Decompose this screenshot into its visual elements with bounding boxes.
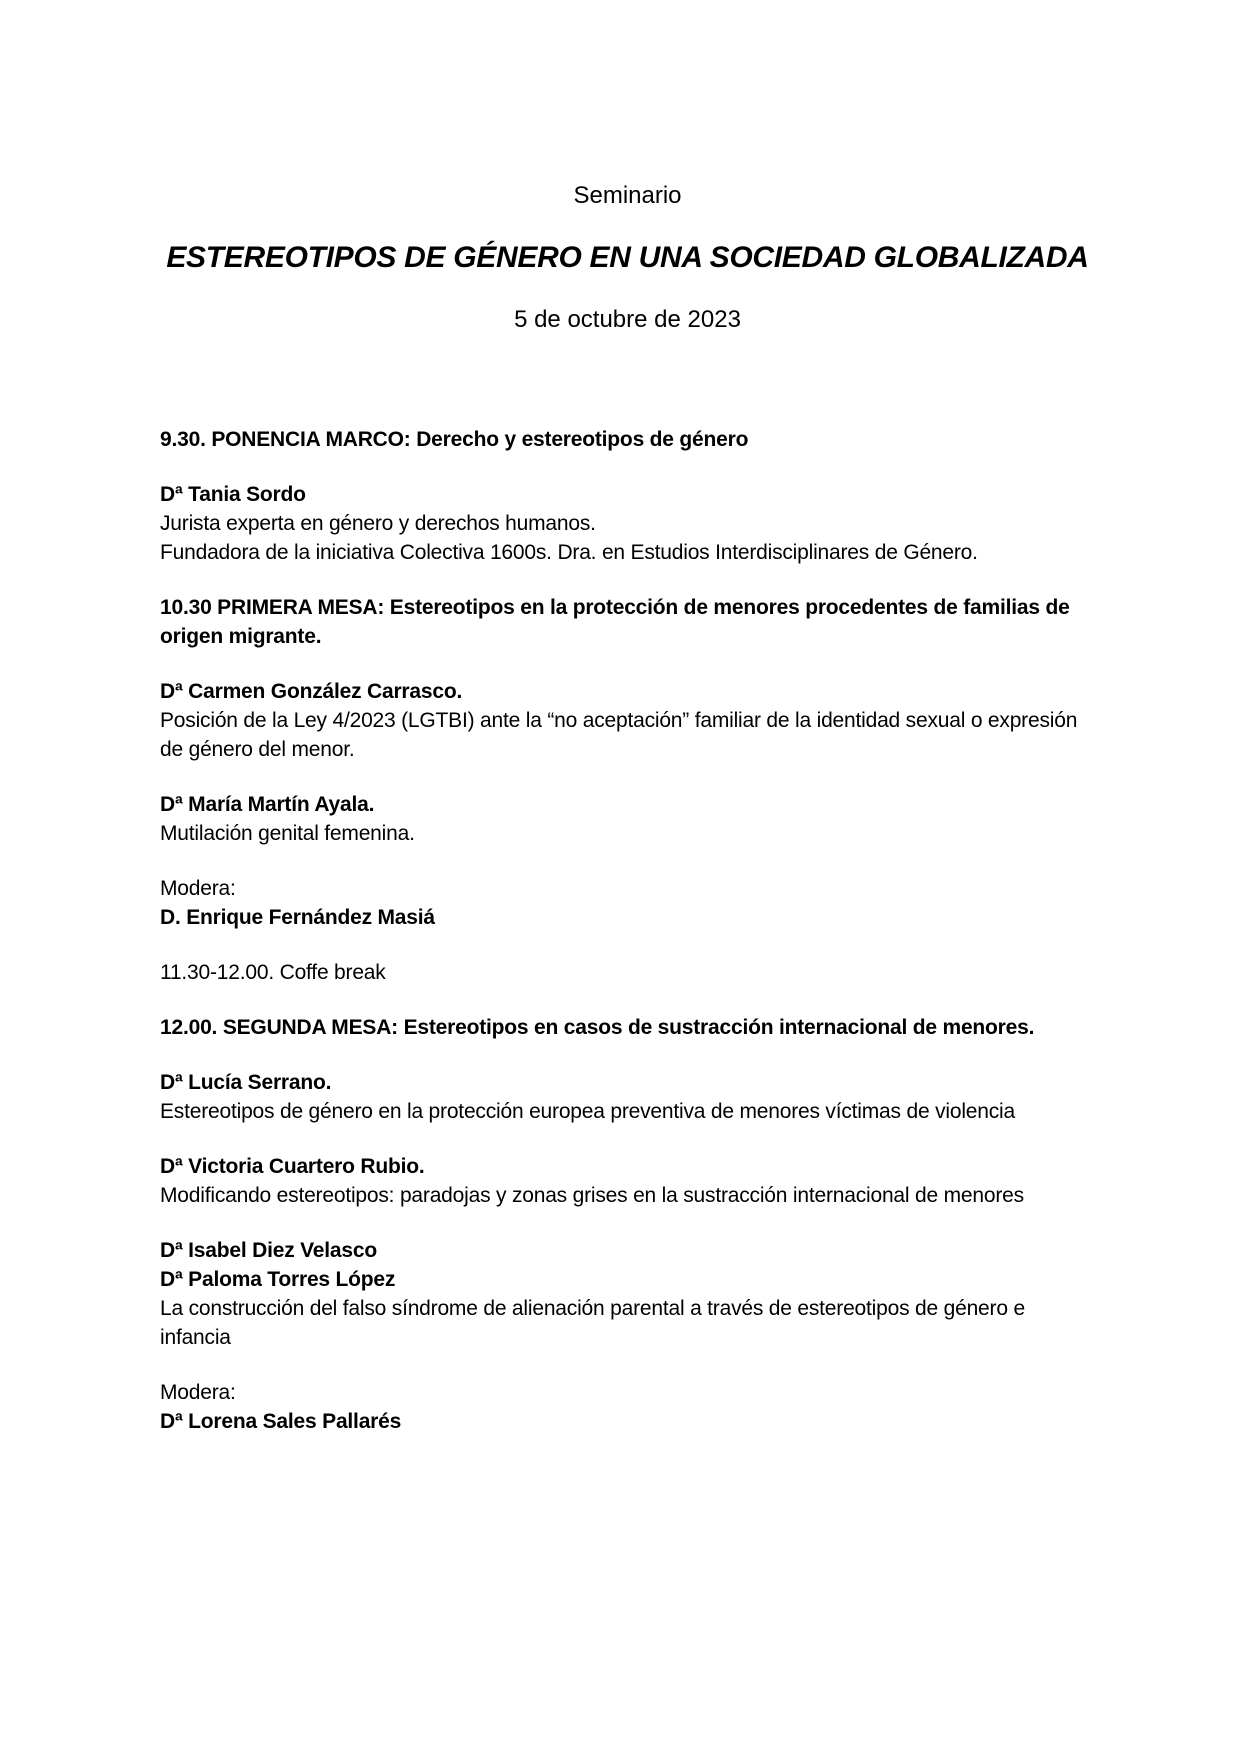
program: [160, 425, 1095, 1436]
speaker-bio-line: Jurista experta en género y derechos humanos.: [160, 512, 596, 535]
seminar-title: ESTEREOTIPOS DE GÉNERO EN UNA SOCIEDAD GLOBALIZADA: [166, 241, 1089, 274]
talk-title: Estereotipos de género en la protección europea preventiva de menores víctimas de violencia: [160, 1100, 1015, 1123]
talk-block: [160, 1068, 1095, 1126]
speaker-name: Dª Tania Sordo: [160, 483, 306, 506]
moderator-name: Dª Lorena Sales Pallarés: [160, 1410, 402, 1433]
speaker-name: Dª Paloma Torres López: [160, 1268, 396, 1291]
ponencia-speaker-block: [160, 480, 1095, 567]
moderator-label: Modera:: [160, 1381, 236, 1404]
speaker-name: Dª María Martín Ayala.: [160, 793, 375, 816]
talk-title: Posición de la Ley 4/2023 (LGTBI) ante la “no aceptación” familiar de la identidad sexual o expresión de género del menor.: [160, 709, 1078, 761]
talk-block: [160, 677, 1095, 764]
talk-title: Modificando estereotipos: paradojas y zonas grises en la sustracción internacional de menores: [160, 1184, 1024, 1207]
coffee-break: 11.30-12.00. Coffe break: [160, 961, 386, 984]
moderator-name: D. Enrique Fernández Masiá: [160, 906, 435, 929]
ponencia-heading: 9.30. PONENCIA MARCO: Derecho y estereotipos de género: [160, 428, 749, 451]
talk-block: [160, 1152, 1095, 1210]
seminar-date: 5 de octubre de 2023: [514, 306, 741, 333]
seminar-label: Seminario: [573, 182, 682, 209]
moderator-label: Modera:: [160, 877, 236, 900]
moderator-block: [160, 874, 1095, 932]
talk-title: La construcción del falso síndrome de alienación parental a través de estereotipos de género e infancia: [160, 1297, 1025, 1349]
segunda-mesa-heading: 12.00. SEGUNDA MESA: Estereotipos en casos de sustracción internacional de menores.: [160, 1016, 1035, 1039]
speaker-bio-line: Fundadora de la iniciativa Colectiva 1600s. Dra. en Estudios Interdisciplinares de Género.: [160, 541, 978, 564]
speaker-name: Dª Lucía Serrano.: [160, 1071, 332, 1094]
talk-block: [160, 1236, 1095, 1352]
speaker-name: Dª Victoria Cuartero Rubio.: [160, 1155, 425, 1178]
speaker-name: Dª Isabel Diez Velasco: [160, 1239, 377, 1262]
speaker-name: Dª Carmen González Carrasco.: [160, 680, 463, 703]
talk-title: Mutilación genital femenina.: [160, 822, 415, 845]
primera-mesa-heading: 10.30 PRIMERA MESA: Estereotipos en la protección de menores procedentes de familias de origen migrante.: [160, 596, 1070, 648]
talk-block: [160, 790, 1095, 848]
moderator-block: [160, 1378, 1095, 1436]
